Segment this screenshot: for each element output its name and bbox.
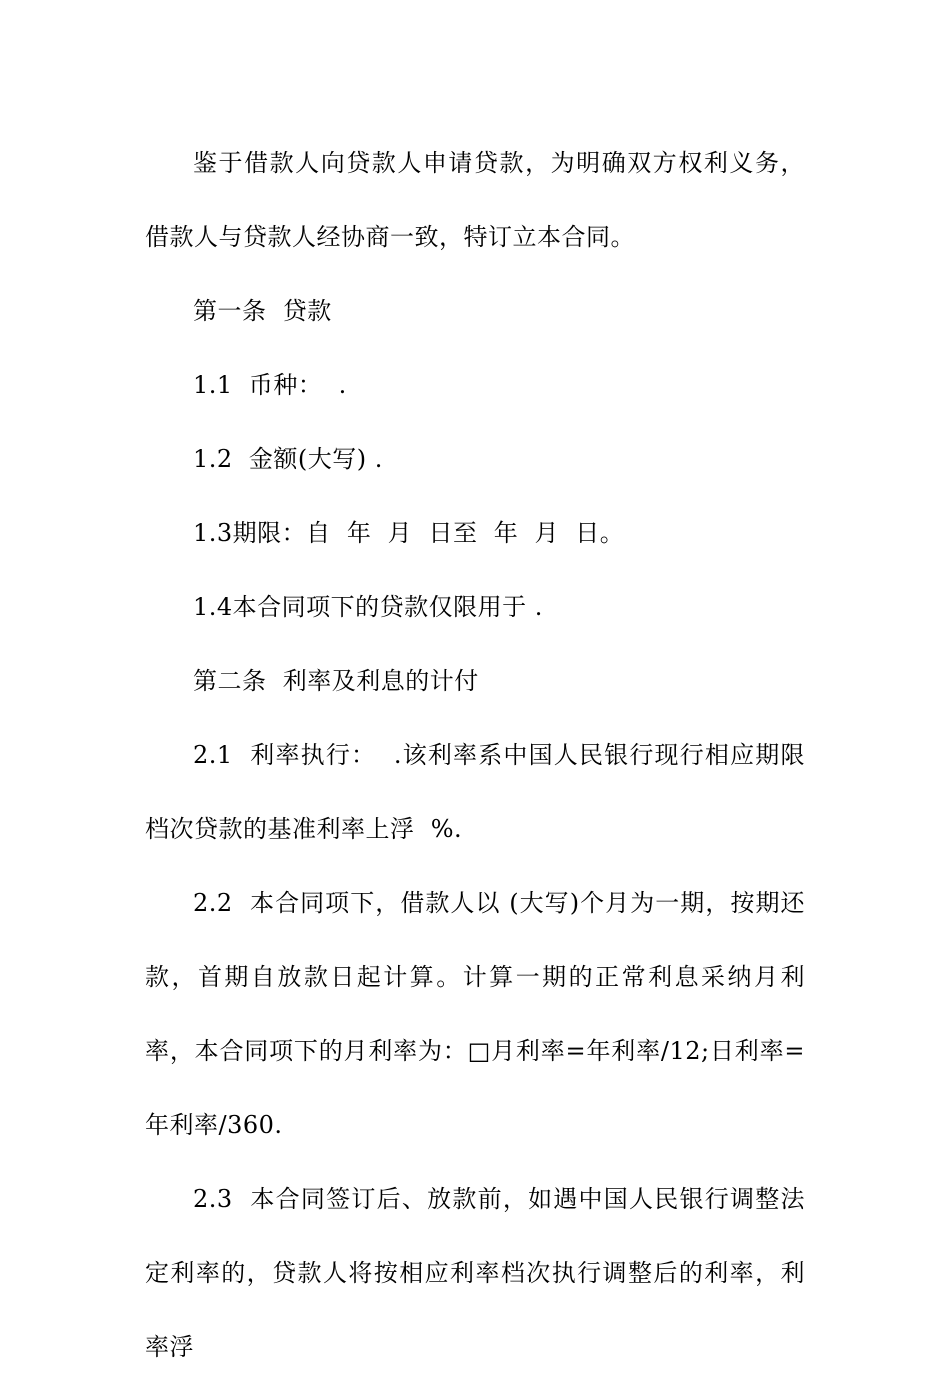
clause-1-1-currency: 1.1 币种： . [193, 371, 347, 399]
clause-1-2-amount: 1.2 金额(大写) . [193, 445, 383, 473]
clause-2-3-adjustment: 2.3 本合同签订后、放款前，如遇中国人民银行调整法定利率的，贷款人将按相应利率档次执行调整后的利率，利率浮 [145, 1185, 805, 1361]
document-body [145, 126, 805, 1384]
clause-2-2-repayment: 2.2 本合同项下，借款人以 (大写)个月为一期，按期还款，首期自放款日起计算。计算一期的正常利息采纳月利率，本合同项下的月利率为：□月利率=年利率/12;日利率=年利率/360. [145, 889, 805, 1139]
article-2-heading: 第二条 利率及利息的计付 [193, 667, 479, 695]
clause-1-3-term: 1.3期限：自 年 月 日至 年 月 日。 [193, 519, 625, 547]
clause-2-1-rate: 2.1 利率执行： .该利率系中国人民银行现行相应期限档次贷款的基准利率上浮 %. [145, 741, 805, 843]
clause-1-4-purpose: 1.4本合同项下的贷款仅限用于 . [193, 593, 543, 621]
paragraph-preamble: 鉴于借款人向贷款人申请贷款，为明确双方权利义务，借款人与贷款人经协商一致，特订立本合同。 [145, 149, 805, 251]
article-1-heading: 第一条 贷款 [193, 297, 332, 325]
